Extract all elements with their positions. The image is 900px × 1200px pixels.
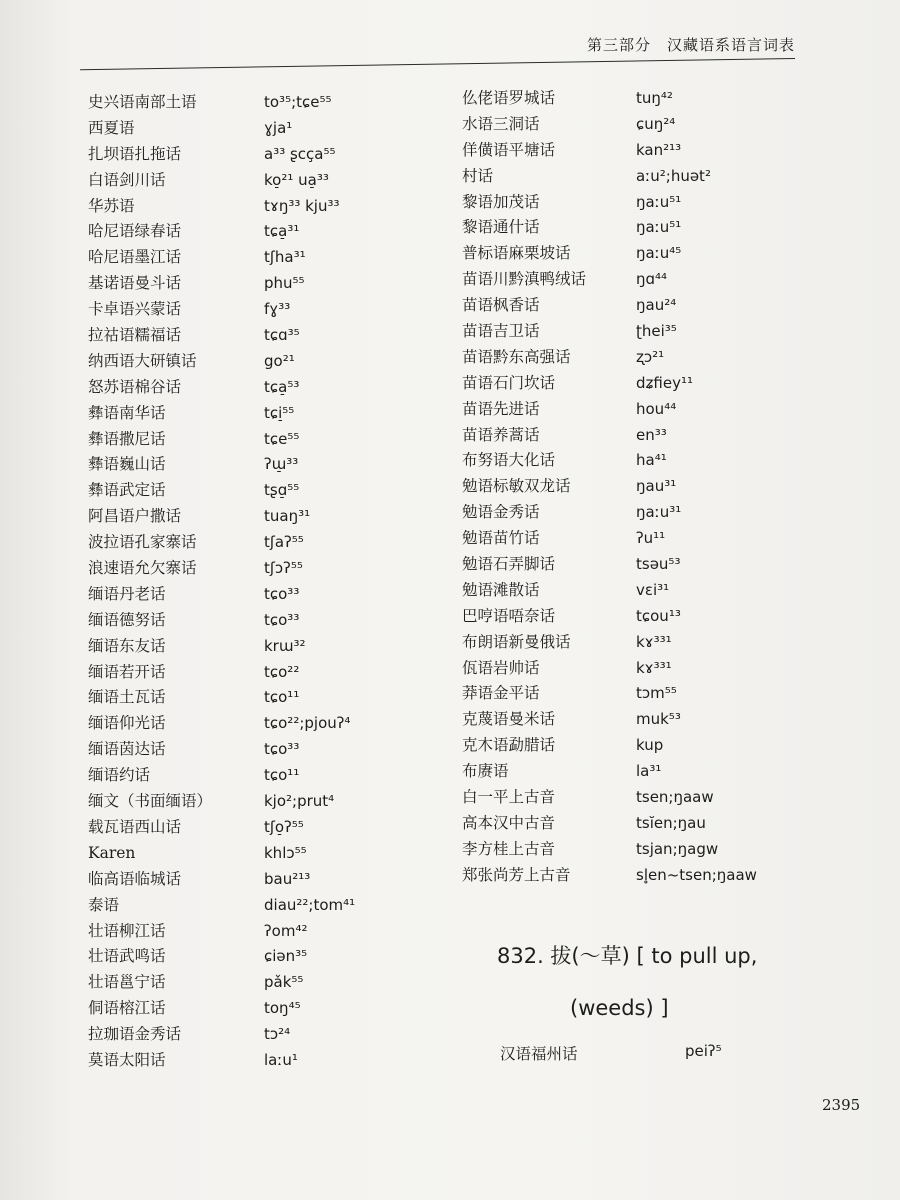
word-form: tɕe⁵⁵ (264, 429, 300, 448)
language-name: 拉祜语糯福话 (88, 326, 182, 345)
word-row (88, 1048, 408, 1074)
word-form: tsĭen;ŋau (636, 813, 706, 832)
word-form: krɯ³² (264, 636, 306, 655)
word-row (88, 1022, 408, 1048)
word-form: tuaŋ³¹ (264, 507, 311, 526)
word-row (462, 526, 812, 552)
word-form: aːu²;huət² (636, 166, 711, 185)
language-name: 莫语太阳话 (88, 1050, 166, 1069)
word-form: ko̠²¹ ua̠³³ (264, 170, 329, 189)
word-row (88, 685, 408, 711)
entry-first-row (500, 1042, 820, 1068)
word-form: to³⁵;tɕe⁵⁵ (264, 93, 332, 111)
word-row (462, 345, 812, 371)
word-row (88, 582, 408, 608)
word-row (462, 397, 812, 423)
word-row (88, 608, 408, 634)
language-name: 怒苏语棉谷话 (88, 377, 182, 396)
language-name: 布朗语新曼俄话 (462, 632, 571, 651)
word-form: ŋau³¹ (636, 477, 677, 496)
word-form: ʐɔ²¹ (636, 347, 665, 366)
word-row (462, 215, 812, 241)
word-form: tʃo̠ʔ⁵⁵ (264, 817, 304, 836)
language-name: 勉语标敏双龙话 (462, 477, 571, 496)
word-row (462, 656, 812, 682)
word-form: ʔom⁴² (264, 921, 308, 940)
language-name: 普标语麻栗坡话 (462, 244, 571, 263)
word-form: ŋaːu⁵¹ (636, 218, 682, 237)
word-form: tʂɑ̠⁵⁵ (264, 481, 300, 500)
language-name: 勉语石弄脚话 (462, 555, 556, 574)
language-name: 郑张尚芳上古音 (462, 865, 571, 884)
word-row (462, 474, 812, 500)
language-name: 纳西语大研镇话 (88, 351, 197, 370)
right-word-list (462, 86, 812, 889)
page-number: 2395 (822, 1096, 861, 1114)
language-name: 黎语通什话 (462, 218, 540, 237)
word-row (88, 219, 408, 245)
language-name: 拉珈语金秀话 (88, 1025, 182, 1044)
language-name: 浪速语允欠寨话 (88, 559, 197, 578)
language-name: 苗语川黔滇鸭绒话 (462, 270, 587, 289)
word-row (462, 86, 812, 112)
language-name: 苗语黔东高强话 (462, 347, 571, 366)
word-form: tsəu⁵³ (636, 555, 681, 574)
word-row (88, 815, 408, 841)
language-name: 勉语滩散话 (462, 580, 540, 599)
word-form: fɣ³³ (264, 300, 291, 319)
word-form: tɔm⁵⁵ (636, 684, 677, 703)
language-name: 彝语武定话 (88, 481, 166, 500)
language-name: 彝语南华话 (88, 403, 166, 422)
language-name: 侗语榕江话 (88, 999, 166, 1018)
word-row (88, 245, 408, 271)
word-row (88, 375, 408, 401)
word-row (88, 867, 408, 893)
word-row (88, 271, 408, 297)
word-row (88, 634, 408, 660)
word-row (462, 578, 812, 604)
word-row (462, 423, 812, 449)
language-name: 巴哼语唔奈话 (462, 606, 556, 625)
word-form: tɕo³³ (264, 740, 300, 759)
language-name: 泰语 (88, 895, 120, 914)
word-row (88, 789, 408, 815)
word-form: ʔu¹¹ (636, 529, 666, 548)
word-form: tɕi̠⁵⁵ (264, 403, 295, 422)
word-form: tɔ²⁴ (264, 1025, 291, 1044)
word-form: tɕo³³ (264, 584, 300, 603)
word-form: ɕuŋ²⁴ (636, 114, 676, 133)
word-row (462, 448, 812, 474)
language-name: 哈尼语墨江话 (88, 248, 182, 267)
word-form: toŋ⁴⁵ (264, 999, 301, 1018)
word-row (462, 785, 812, 811)
word-form: kup (636, 736, 664, 755)
language-name: 缅语若开话 (88, 662, 166, 681)
word-form: tɕo¹¹ (264, 688, 300, 707)
language-name: 缅语仰光话 (88, 714, 166, 733)
language-name: 布努语大化话 (462, 451, 556, 470)
word-row (88, 142, 408, 168)
language-name: 苗语养蒿话 (462, 425, 540, 444)
word-row (462, 371, 812, 397)
word-row (462, 241, 812, 267)
word-row (88, 478, 408, 504)
language-name: 载瓦语西山话 (88, 817, 182, 836)
language-name: 白语剑川话 (88, 170, 166, 189)
word-form: ʔɯ̠³³ (264, 455, 299, 474)
word-form: ɣja¹ (264, 118, 293, 137)
word-form: tɕo²² (264, 662, 300, 681)
word-form: la³¹ (636, 762, 662, 781)
word-row (88, 737, 408, 763)
running-header: 第三部分 汉藏语系语言词表 (586, 36, 795, 54)
word-row (88, 452, 408, 478)
language-name: 华苏语 (88, 196, 135, 215)
header-rule (80, 58, 795, 70)
language-name: 苗语吉卫话 (462, 322, 540, 341)
word-row (88, 763, 408, 789)
language-name: 壮语武鸣话 (88, 947, 166, 966)
language-name: 缅语土瓦话 (88, 688, 166, 707)
entry-heading: 832. 拔(～草) [ to pull up, (497, 944, 758, 968)
word-form: ha⁴¹ (636, 451, 667, 470)
language-name: 彝语巍山话 (88, 455, 166, 474)
word-row (462, 811, 812, 837)
word-form: tɕo²²;pjouʔ⁴ (264, 714, 351, 733)
word-form: hou⁴⁴ (636, 399, 677, 418)
language-name: 阿昌语户撒话 (88, 507, 182, 526)
word-row (88, 841, 408, 867)
word-row (462, 500, 812, 526)
language-name: 壮语邕宁话 (88, 973, 166, 992)
word-form: tɕo³³ (264, 610, 300, 629)
language-name: 缅语德努话 (88, 610, 166, 629)
word-form: bau²¹³ (264, 869, 311, 888)
word-row (88, 530, 408, 556)
word-form: ŋau²⁴ (636, 296, 677, 315)
word-row (88, 168, 408, 194)
word-row (88, 349, 408, 375)
word-form: kjo²;prut⁴ (264, 792, 335, 811)
word-form: kan²¹³ (636, 140, 682, 159)
word-form: ŋaːu³¹ (636, 503, 682, 522)
word-form: en³³ (636, 425, 667, 444)
language-name: 临高语临城话 (88, 869, 182, 888)
word-row (462, 552, 812, 578)
language-name: 史兴语南部土语 (88, 93, 197, 111)
word-form: khlɔ⁵⁵ (264, 843, 307, 862)
language-name: 波拉语孔家寨话 (88, 533, 197, 552)
word-form: ŋaːu⁴⁵ (636, 244, 682, 263)
language-name: 克木语勐腊话 (462, 736, 556, 755)
language-name: 黎语加茂话 (462, 192, 540, 211)
word-form: diau²²;tom⁴¹ (264, 895, 356, 914)
word-row (88, 556, 408, 582)
word-row (462, 759, 812, 785)
word-form: tɤŋ³³ kju³³ (264, 196, 340, 215)
language-name: 村话 (462, 166, 494, 185)
word-row (462, 319, 812, 345)
word-row (462, 138, 812, 164)
word-form: phu⁵⁵ (264, 274, 305, 293)
word-row (88, 711, 408, 737)
word-row (462, 293, 812, 319)
language-name: Karen (88, 843, 136, 862)
word-row (88, 893, 408, 919)
word-form: kɤ³³¹ (636, 632, 672, 651)
word-form: tsen;ŋaaw (636, 788, 714, 807)
word-row (88, 944, 408, 970)
word-form: tsjan;ŋagw (636, 839, 719, 858)
language-name: 哈尼语绿春话 (88, 222, 182, 241)
language-name: 李方桂上古音 (462, 839, 556, 858)
word-form: pǎk⁵⁵ (264, 973, 304, 992)
language-name: 高本汉中古音 (462, 813, 556, 832)
word-form: a³³ ʂcça⁵⁵ (264, 144, 336, 163)
word-row (88, 194, 408, 220)
word-row (462, 707, 812, 733)
language-name: 壮语柳江话 (88, 921, 166, 940)
word-form: tɕa̠³¹ (264, 222, 300, 241)
word-row (462, 112, 812, 138)
word-form: sl̥en~tsen;ŋaaw (636, 865, 757, 884)
word-form: muk⁵³ (636, 710, 681, 729)
word-row (88, 90, 408, 116)
language-name: 缅文（书面缅语） (88, 792, 213, 811)
word-row (88, 660, 408, 686)
language-name: 克蔑语曼米话 (462, 710, 556, 729)
language-name: 卡卓语兴蒙话 (88, 300, 182, 319)
word-form: laːu¹ (264, 1050, 298, 1069)
word-row (88, 427, 408, 453)
word-form: ɕiən³⁵ (264, 947, 308, 966)
entry-heading-continued: (weeds) ] (570, 996, 669, 1020)
word-row (462, 681, 812, 707)
word-row (462, 190, 812, 216)
language-name: 布赓语 (462, 762, 509, 781)
language-name: 勉语金秀话 (462, 503, 540, 522)
word-form: go²¹ (264, 351, 295, 370)
word-form: tʃaʔ⁵⁵ (264, 533, 304, 552)
word-row (462, 164, 812, 190)
word-row (462, 604, 812, 630)
word-row (88, 323, 408, 349)
language-name: 缅语茵达话 (88, 740, 166, 759)
word-form: tɕa̠⁵³ (264, 377, 300, 396)
word-form: peiʔ⁵ (685, 1042, 722, 1060)
word-form: kɤ³³¹ (636, 658, 672, 677)
word-row (462, 630, 812, 656)
language-name: 基诺语曼斗话 (88, 274, 182, 293)
word-form: dʑfiey¹¹ (636, 373, 693, 392)
word-row (88, 919, 408, 945)
word-form: tɕou¹³ (636, 606, 681, 625)
language-name: 汉语福州话 (500, 1045, 578, 1063)
language-name: 仫佬语罗城话 (462, 89, 556, 107)
language-name: 扎坝语扎拖话 (88, 144, 182, 163)
word-form: vɛi³¹ (636, 580, 670, 599)
language-name: 佯僙语平塘话 (462, 140, 556, 159)
left-word-list (88, 90, 408, 1074)
language-name: 缅语东友话 (88, 636, 166, 655)
word-row (88, 996, 408, 1022)
word-row (88, 504, 408, 530)
word-form: tɕo¹¹ (264, 766, 300, 785)
language-name: 勉语苗竹话 (462, 529, 540, 548)
word-form: tɕɑ³⁵ (264, 326, 300, 345)
language-name: 缅语约话 (88, 766, 151, 785)
word-form: tʃɔʔ⁵⁵ (264, 559, 303, 578)
word-row (462, 733, 812, 759)
language-name: 水语三洞话 (462, 114, 540, 133)
word-form: tuŋ⁴² (636, 89, 673, 107)
language-name: 苗语枫香话 (462, 296, 540, 315)
language-name: 缅语丹老话 (88, 584, 166, 603)
language-name: 佤语岩帅话 (462, 658, 540, 677)
word-row (88, 116, 408, 142)
language-name: 白一平上古音 (462, 788, 556, 807)
language-name: 彝语撒尼话 (88, 429, 166, 448)
word-row (462, 837, 812, 863)
language-name: 苗语石门坎话 (462, 373, 556, 392)
language-name: 莽语金平话 (462, 684, 540, 703)
word-row (88, 401, 408, 427)
word-row (88, 970, 408, 996)
language-name: 苗语先进话 (462, 399, 540, 418)
word-form: tʃha³¹ (264, 248, 306, 267)
word-form: ŋaːu⁵¹ (636, 192, 682, 211)
word-form: ŋɑ⁴⁴ (636, 270, 668, 289)
word-row (462, 267, 812, 293)
word-row (88, 297, 408, 323)
word-row (462, 863, 812, 889)
language-name: 西夏语 (88, 118, 135, 137)
word-form: ʈhei³⁵ (636, 322, 677, 341)
